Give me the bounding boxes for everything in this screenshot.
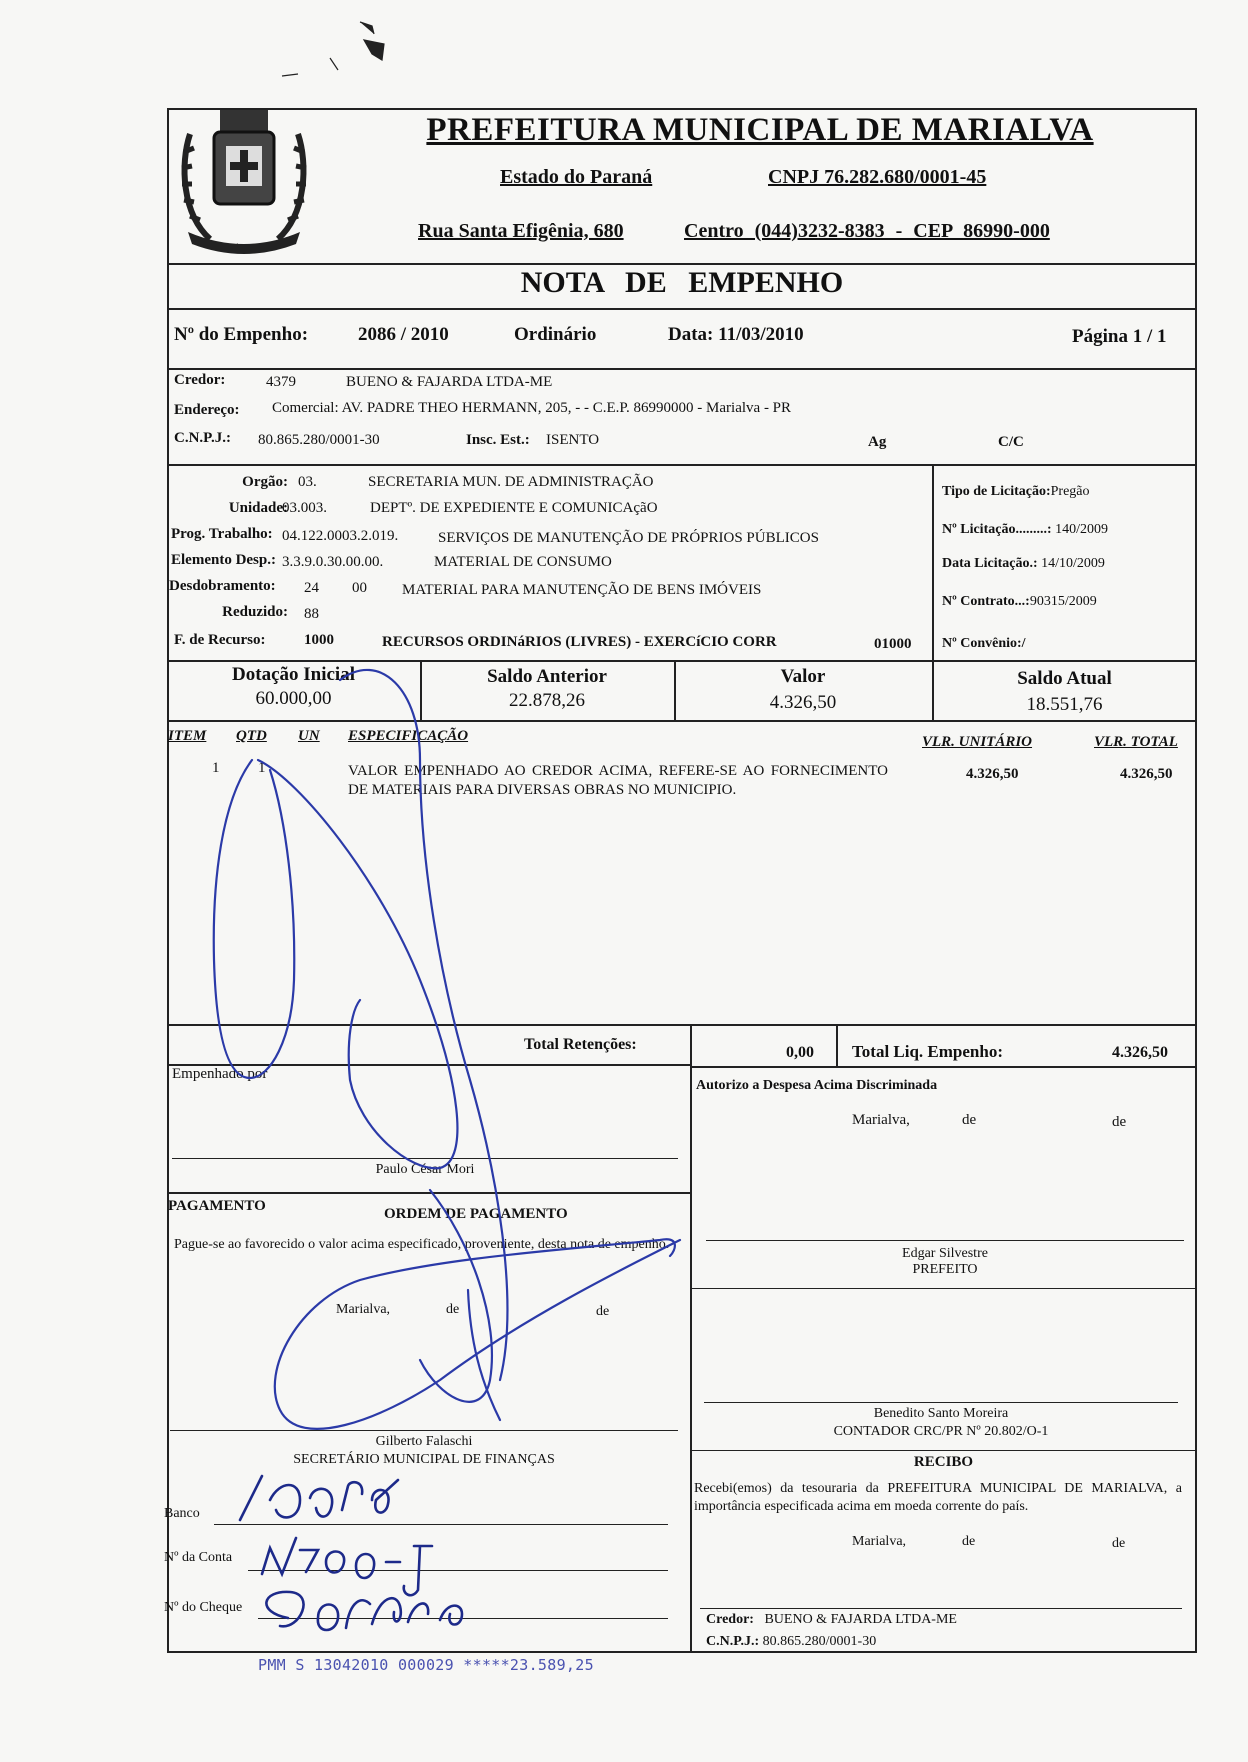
pagamento-de2: de bbox=[596, 1304, 610, 1319]
empenhado-signer: Paulo César Mori bbox=[375, 1162, 475, 1177]
cheque-line bbox=[258, 1618, 668, 1619]
cc-label: C/C bbox=[998, 434, 1024, 450]
row-item: 1 bbox=[212, 760, 220, 776]
pagamento-signer: Gilberto Falaschi bbox=[375, 1434, 473, 1449]
retencoes-label: Total Retenções: bbox=[524, 1036, 637, 1053]
credor-name: BUENO & FAJARDA LTDA-ME bbox=[346, 374, 553, 390]
credor-cnpj: 80.865.280/0001-30 bbox=[258, 432, 380, 448]
autorizo-signer: Edgar Silvestre bbox=[902, 1246, 988, 1261]
recibo-de2: de bbox=[1112, 1536, 1126, 1551]
divider bbox=[167, 368, 1197, 370]
empenho-number: 2086 / 2010 bbox=[358, 324, 449, 345]
col-item: ITEM bbox=[168, 728, 207, 744]
col-unit: VLR. UNITÁRIO bbox=[922, 734, 1033, 750]
cnpj-label: C.N.P.J.: bbox=[174, 430, 231, 446]
signature-line bbox=[706, 1240, 1184, 1241]
recibo-credor: Credor: BUENO & FAJARDA LTDA-ME bbox=[706, 1612, 957, 1627]
pagamento-text: Pague-se ao favorecido o valor acima especificado, proveniente, desta nota de empenho. bbox=[174, 1237, 670, 1252]
dotacao-label: Dotação Inicial bbox=[232, 664, 355, 685]
prog-label: Prog. Trabalho: bbox=[171, 526, 273, 542]
atual-value: 18.551,76 bbox=[1026, 694, 1103, 715]
col-espec: ESPECIFICAÇÃO bbox=[348, 728, 469, 744]
signature-line bbox=[172, 1158, 678, 1159]
divider bbox=[167, 464, 1197, 466]
valor-label: Valor bbox=[780, 666, 826, 687]
recibo-de1: de bbox=[962, 1534, 976, 1549]
recibo-label: RECIBO bbox=[913, 1454, 974, 1470]
unidade-label: Unidade: bbox=[228, 500, 288, 516]
dotacao-value: 60.000,00 bbox=[255, 688, 332, 709]
elem-name: MATERIAL DE CONSUMO bbox=[434, 554, 612, 570]
prefeitura-title: PREFEITURA MUNICIPAL DE MARIALVA bbox=[426, 112, 1094, 148]
liquido-label: Total Liq. Empenho: bbox=[852, 1042, 1003, 1061]
banco-line bbox=[214, 1524, 668, 1525]
state-name: Estado do Paraná bbox=[500, 166, 653, 188]
credor-address: Comercial: AV. PADRE THEO HERMANN, 205, - - C.E.P. 86990000 - Marialva - PR bbox=[272, 400, 792, 416]
pagamento-label: PAGAMENTO bbox=[168, 1198, 266, 1214]
pagamento-role: SECRETÁRIO MUNICIPAL DE FINANÇAS bbox=[293, 1452, 555, 1467]
header-cnpj: CNPJ 76.282.680/0001-45 bbox=[768, 166, 987, 188]
credor-label: Credor: bbox=[174, 372, 226, 388]
retencoes-value: 0,00 bbox=[786, 1044, 814, 1061]
credor-code: 4379 bbox=[266, 374, 296, 390]
divider bbox=[167, 263, 1197, 265]
contador-signer: Benedito Santo Moreira bbox=[873, 1406, 1009, 1421]
conta-line bbox=[248, 1570, 668, 1571]
unidade-name: DEPTº. DE EXPEDIENTE E COMUNICAçãO bbox=[370, 500, 658, 516]
desd-label: Desdobramento: bbox=[169, 578, 276, 594]
conta-label: Nº da Conta bbox=[164, 1550, 233, 1565]
divider bbox=[836, 1024, 838, 1066]
recibo-city: Marialva, bbox=[852, 1534, 907, 1549]
address-label: Endereço: bbox=[174, 402, 240, 418]
autorizo-label: Autorizo a Despesa Acima Discriminada bbox=[696, 1078, 938, 1093]
valor-value: 4.326,50 bbox=[769, 692, 837, 713]
divider bbox=[690, 1288, 1197, 1289]
cheque-label: Nº do Cheque bbox=[164, 1600, 243, 1615]
col-qtd: QTD bbox=[236, 728, 267, 744]
num-contrato: Nº Contrato...:90315/2009 bbox=[942, 594, 1097, 609]
anterior-value: 22.878,26 bbox=[509, 690, 585, 711]
scan-marks bbox=[282, 22, 384, 76]
recibo-cnpj: C.N.P.J.: 80.865.280/0001-30 bbox=[706, 1634, 877, 1649]
signature-line bbox=[700, 1608, 1182, 1609]
row-qtd: 1 bbox=[258, 760, 266, 776]
pagamento-city: Marialva, bbox=[336, 1302, 391, 1317]
header-contact: Centro (044)3232-8383 - CEP 86990-000 bbox=[684, 220, 1050, 242]
elem-label: Elemento Desp.: bbox=[171, 552, 276, 568]
desd-code: 24 bbox=[304, 580, 319, 596]
elem-code: 3.3.9.0.30.00.00. bbox=[282, 554, 384, 570]
divider bbox=[167, 1024, 1197, 1026]
contador-role: CONTADOR CRC/PR Nº 20.802/O-1 bbox=[833, 1424, 1049, 1439]
reduzido-value: 88 bbox=[304, 606, 319, 622]
anterior-label: Saldo Anterior bbox=[487, 666, 607, 687]
recurso-code: 1000 bbox=[304, 632, 334, 648]
orgao-name: SECRETARIA MUN. DE ADMINISTRAÇÃO bbox=[368, 474, 654, 490]
divider bbox=[167, 308, 1197, 310]
unidade-code: 03.003. bbox=[282, 500, 327, 516]
row-total: 4.326,50 bbox=[1120, 766, 1173, 782]
empenho-type: Ordinário bbox=[514, 324, 597, 345]
insc-value: ISENTO bbox=[546, 432, 600, 448]
tipo-licitacao: Tipo de Licitação:Pregão bbox=[942, 484, 1090, 499]
orgao-code: 03. bbox=[298, 474, 317, 490]
orgao-label: Orgão: bbox=[242, 474, 288, 490]
autorizo-city: Marialva, bbox=[852, 1112, 910, 1128]
pagamento-de1: de bbox=[446, 1302, 460, 1317]
num-licitacao: Nº Licitação.........: 140/2009 bbox=[942, 522, 1108, 537]
desd-name: MATERIAL PARA MANUTENÇÃO DE BENS IMÓVEIS bbox=[402, 582, 762, 598]
banco-label: Banco bbox=[164, 1506, 200, 1521]
reduzido-label: Reduzido: bbox=[222, 604, 288, 620]
divider bbox=[690, 1066, 1197, 1068]
prog-code: 04.122.0003.2.019. bbox=[282, 528, 399, 544]
recurso-label: F. de Recurso: bbox=[174, 632, 266, 648]
divider bbox=[932, 464, 934, 660]
col-total: VLR. TOTAL bbox=[1094, 734, 1178, 750]
divider bbox=[690, 1024, 692, 1653]
ag-label: Ag bbox=[868, 434, 887, 450]
empenhado-label: Empenhado por bbox=[172, 1066, 268, 1082]
page-number: Página 1 / 1 bbox=[1072, 326, 1167, 347]
row-espec: VALOR EMPENHADO AO CREDOR ACIMA, REFERE-SE AO FORNECIMENTO DE MATERIAIS PARA DIVERSAS OBRAS NO MUNICIPIO. bbox=[348, 763, 888, 798]
recurso-name: RECURSOS ORDINáRIOS (LIVRES) - EXERCíCIO CORR bbox=[382, 634, 777, 650]
document-title: NOTA DE EMPENHO bbox=[520, 266, 844, 299]
signature-line bbox=[170, 1430, 678, 1431]
desd-sub: 00 bbox=[352, 580, 367, 596]
recibo-text: Recebi(emos) da tesouraria da PREFEITURA MUNICIPAL DE MARIALVA, a importância especificada acima em moeda corrente do país. bbox=[694, 1481, 1182, 1514]
empenho-label: Nº do Empenho: bbox=[174, 324, 309, 345]
liquido-value: 4.326,50 bbox=[1112, 1044, 1168, 1061]
insc-label: Insc. Est.: bbox=[466, 432, 530, 448]
header-address: Rua Santa Efigênia, 680 bbox=[418, 220, 624, 242]
payment-stamp: PMM S 13042010 000029 *****23.589,25 bbox=[258, 1656, 594, 1674]
row-unit: 4.326,50 bbox=[966, 766, 1019, 782]
atual-label: Saldo Atual bbox=[1017, 668, 1112, 689]
empenho-date: Data: 11/03/2010 bbox=[668, 324, 804, 345]
recurso-sub: 01000 bbox=[874, 636, 912, 652]
convenio-label: Nº Convênio:/ bbox=[942, 636, 1026, 651]
autorizo-role: PREFEITO bbox=[912, 1262, 978, 1277]
divider bbox=[690, 1450, 1197, 1451]
col-un: UN bbox=[298, 728, 320, 744]
divider bbox=[167, 1192, 690, 1194]
prog-name: SERVIÇOS DE MANUTENÇÃO DE PRÓPRIOS PÚBLICOS bbox=[438, 530, 819, 546]
divider bbox=[167, 660, 1197, 662]
autorizo-de1: de bbox=[962, 1112, 977, 1128]
signature-line bbox=[704, 1402, 1178, 1403]
data-licitacao: Data Licitação.: 14/10/2009 bbox=[942, 556, 1105, 571]
autorizo-de2: de bbox=[1112, 1114, 1127, 1130]
divider bbox=[167, 720, 1197, 722]
ordem-label: ORDEM DE PAGAMENTO bbox=[384, 1206, 568, 1222]
